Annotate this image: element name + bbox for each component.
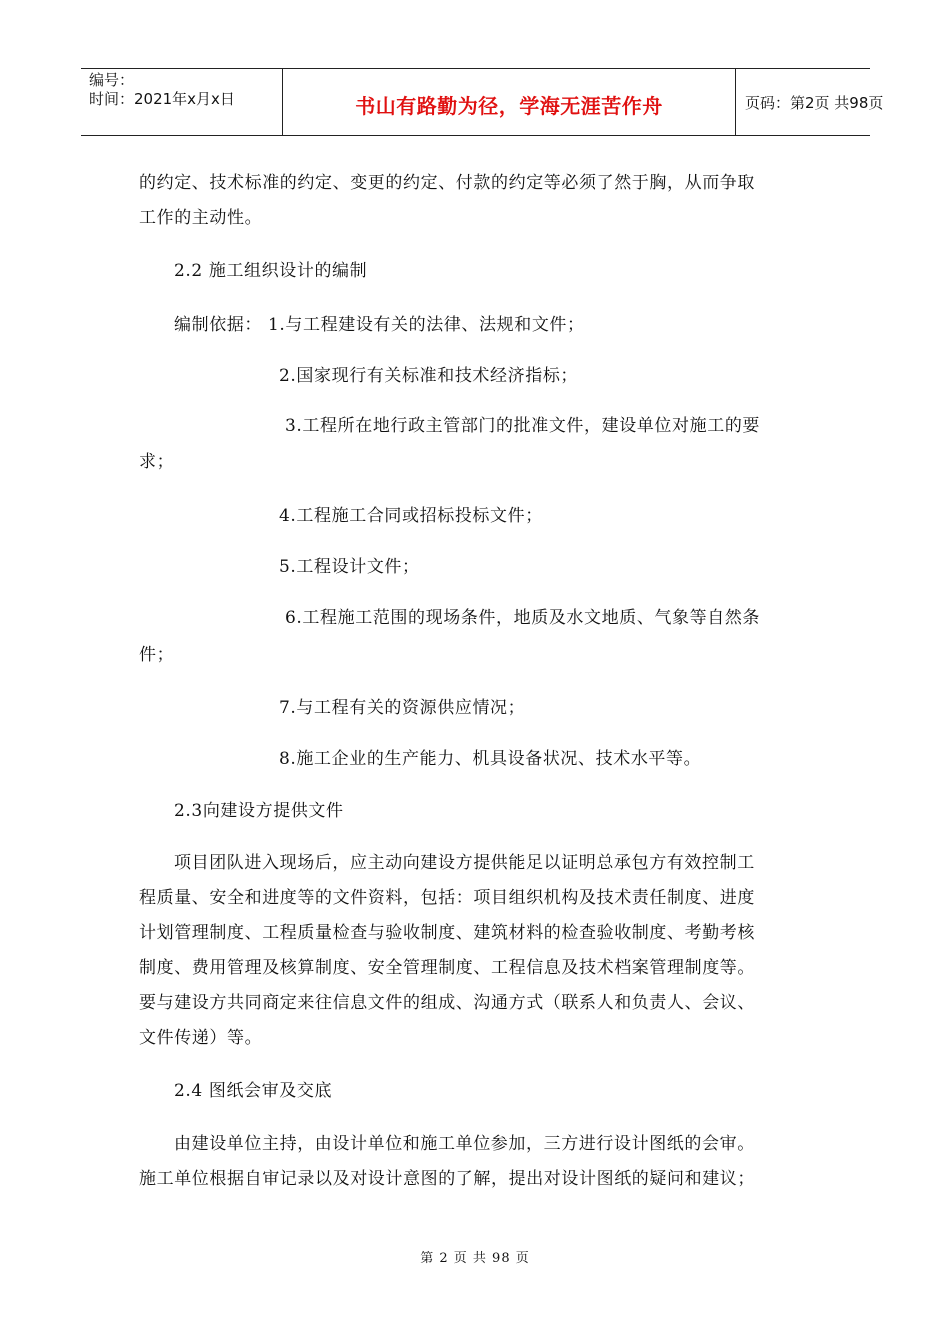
header-motto-cell — [283, 69, 736, 135]
header-page-cell — [736, 69, 884, 135]
document-date-label: 时间：2021年x月x日 — [89, 90, 235, 108]
section-heading: 2.3向建设方提供文件 — [174, 801, 344, 821]
section-heading: 2.4 图纸会审及交底 — [174, 1081, 333, 1101]
page-footer: 第 2 页 共 98 页 — [420, 1251, 530, 1266]
list-item: 3.工程所在地行政主管部门的批准文件，建设单位对施工的要 — [285, 416, 761, 436]
body-line: 编制依据： 1.与工程建设有关的法律、法规和文件； — [174, 315, 585, 335]
body-line: 制度、费用管理及核算制度、安全管理制度、工程信息及技术档案管理制度等。 — [139, 958, 755, 978]
body-line: 施工单位根据自审记录以及对设计意图的了解，提出对设计图纸的疑问和建议； — [139, 1169, 755, 1189]
body-line: 件； — [139, 645, 175, 665]
body-line: 求； — [139, 452, 175, 472]
list-item: 4.工程施工合同或招标投标文件； — [279, 506, 543, 526]
list-item: 8.施工企业的生产能力、机具设备状况、技术水平等。 — [279, 749, 702, 769]
page-header — [81, 68, 884, 136]
list-item: 6.工程施工范围的现场条件，地质及水文地质、气象等自然条 — [285, 608, 761, 628]
body-line: 由建设单位主持，由设计单位和施工单位参加，三方进行设计图纸的会审。 — [174, 1134, 755, 1154]
body-line: 计划管理制度、工程质量检查与验收制度、建筑材料的检查验收制度、考勤考核 — [139, 923, 755, 943]
list-item: 5.工程设计文件； — [279, 557, 420, 577]
motto-text: 书山有路勤为径，学海无涯苦作舟 — [355, 93, 663, 118]
list-item: 7.与工程有关的资源供应情况； — [279, 698, 526, 718]
list-item: 2.国家现行有关标准和技术经济指标； — [279, 366, 579, 386]
document-number-label: 编号： — [89, 71, 135, 89]
body-line: 程质量、安全和进度等的文件资料，包括：项目组织机构及技术责任制度、进度 — [139, 888, 755, 908]
section-heading: 2.2 施工组织设计的编制 — [174, 261, 368, 281]
body-line: 要与建设方共同商定来往信息文件的组成、沟通方式（联系人和负责人、会议、 — [139, 993, 755, 1013]
body-line: 项目团队进入现场后，应主动向建设方提供能足以证明总承包方有效控制工 — [174, 853, 755, 873]
body-line: 工作的主动性。 — [139, 208, 263, 228]
body-line: 文件传递）等。 — [139, 1028, 263, 1048]
header-meta — [81, 69, 283, 135]
body-line: 的约定、技术标准的约定、变更的约定、付款的约定等必须了然于胸，从而争取 — [139, 173, 755, 193]
header-page-number: 页码：第2页 共98页 — [745, 93, 884, 112]
